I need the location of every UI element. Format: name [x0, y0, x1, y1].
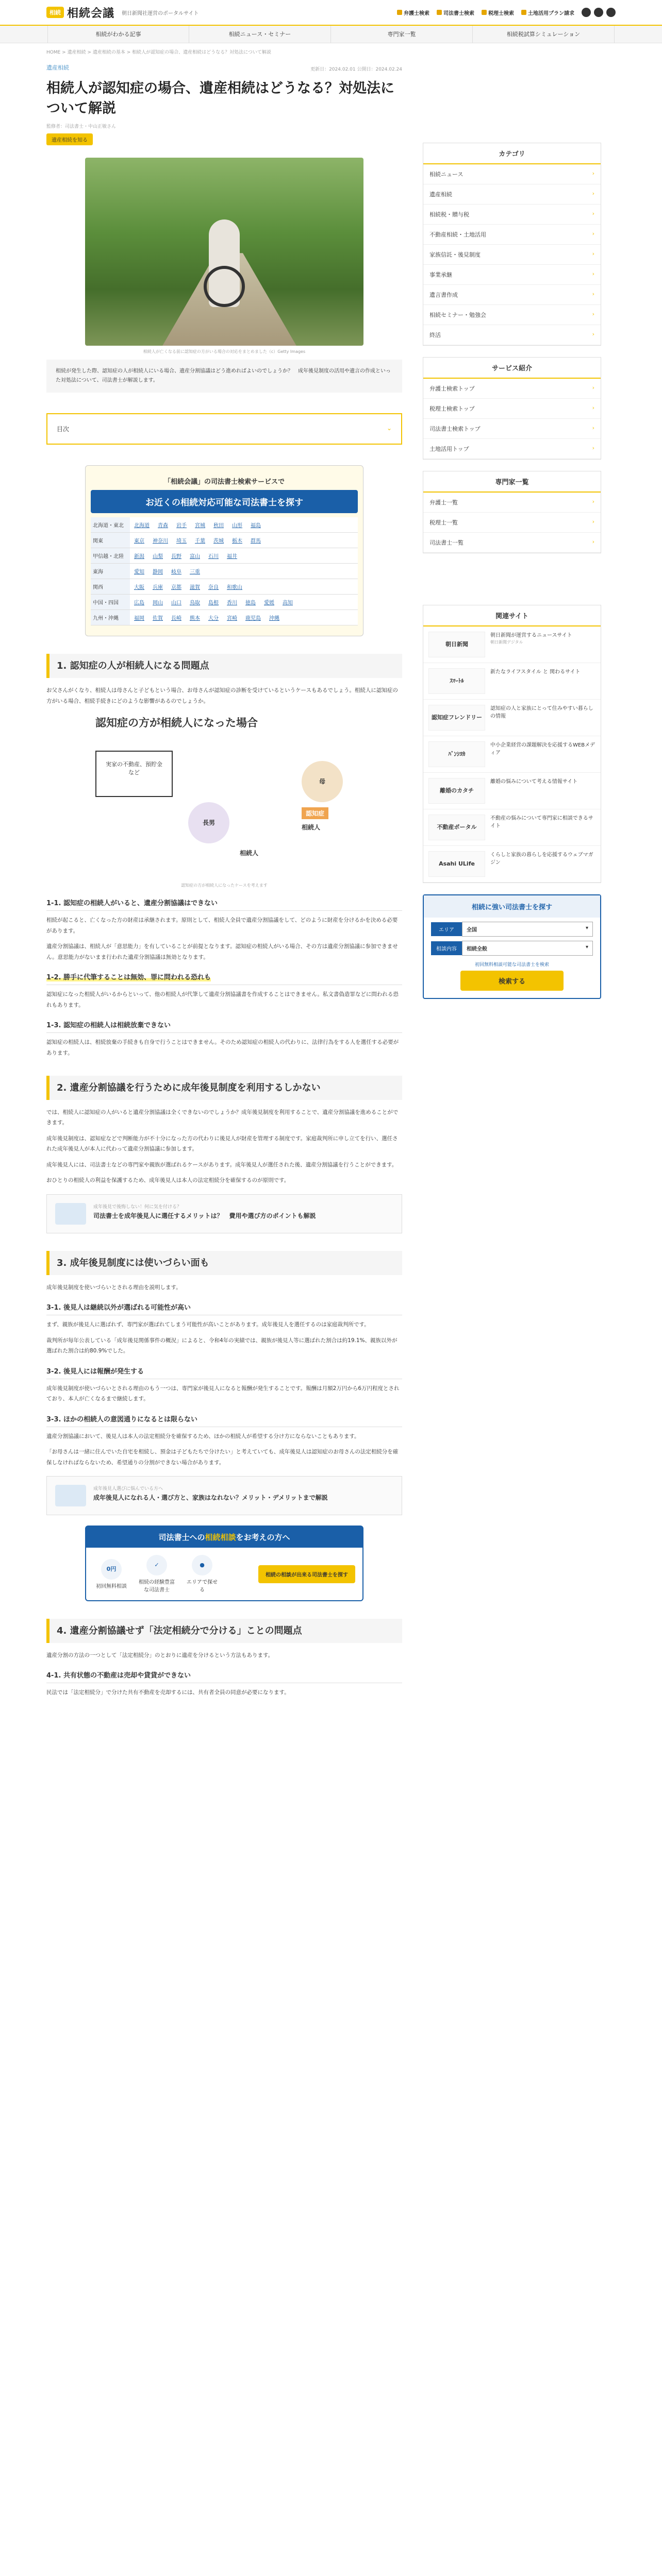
subheading: 3-3. ほかの相続人の意図通りになるとは限らない — [46, 1414, 402, 1427]
sidebar-expert-label: 税理士一覧 — [429, 519, 458, 526]
prefecture-link[interactable]: 岡山 — [153, 600, 163, 606]
paragraph: おひとりの相続人の利益を保護するため、成年後見人は本人の法定相続分を確保するのが原則です。 — [46, 1177, 290, 1184]
prefecture-links — [130, 533, 265, 548]
related-site-logo: ｽﾏｰﾄﾙ — [428, 668, 485, 694]
paragraph: 「お母さんは一緒に住んでいた自宅を相続し、預金は子どもたちで分けたい」と考えていても、成年後見人は認知症のお母さんの法定相続分を確保しなければならないため、希望通りの分割ができない場合があります。 — [46, 1449, 399, 1466]
region-row — [91, 548, 358, 564]
prefecture-link[interactable]: 岐阜 — [171, 569, 181, 575]
article-main — [46, 60, 402, 1703]
find-judicial-button[interactable]: 相続の相談が出来る司法書士を探す — [258, 1565, 355, 1583]
illustration — [85, 715, 363, 879]
prefecture-link[interactable]: 秋田 — [213, 523, 224, 529]
related-title: 関連サイト — [423, 605, 601, 626]
prefecture-link[interactable]: 沖縄 — [269, 616, 279, 622]
prefecture-link[interactable]: 大分 — [208, 616, 219, 622]
experts-box — [423, 471, 601, 553]
sidebar-category-label: 相続税・贈与税 — [429, 211, 469, 218]
prefecture-link[interactable]: 千葉 — [195, 538, 205, 545]
region-name: 東海 — [91, 564, 130, 579]
breadcrumb[interactable]: HOME > 遺産相続 > 遺産相続の基本 > 相続人が認知症の場合、遺産相続はどうなる？対処法について解説 — [46, 50, 271, 55]
prefecture-link[interactable]: 北海道 — [134, 523, 150, 529]
sidebar-expert[interactable] — [423, 513, 601, 533]
paragraph: 相続が起こると、亡くなった方の財産は承継されます。原則として、相続人全員で遺産分割協議をして、どのように財産を分けるかを決める必要があります。 — [46, 917, 398, 934]
hero-caption: 相続人が亡くなる前に認知症の方がいる場合の対応をまとめました（c）Getty Images — [143, 349, 306, 354]
prefecture-link[interactable]: 新潟 — [134, 554, 144, 560]
sidebar-expert-label: 司法書士一覧 — [429, 539, 464, 546]
prefecture-link[interactable]: 東京 — [134, 538, 144, 545]
sidebar-category[interactable] — [423, 184, 601, 205]
illus-mother: 母 — [302, 761, 343, 802]
header-links — [397, 8, 616, 17]
prefecture-link[interactable]: 福島 — [251, 523, 261, 529]
related-desc: 認知症の人と家族にとって住みやすい暮らしの情報 — [490, 706, 593, 719]
feature-area: ● エリアで探せる — [184, 1555, 220, 1593]
sidebar-category[interactable] — [423, 305, 601, 325]
chevron-down-icon: ▾ — [585, 925, 588, 931]
region-row — [91, 610, 358, 625]
paragraph: 成年後見制度は、認知症などで判断能力が不十分になった方の代わりに後見人が財産を管理する制度です。家庭裁判所に申し立てを行い、選任された成年後見人が本人に代わって遺産分割協議に参加します。 — [46, 1135, 398, 1153]
nav-articles[interactable]: 相続がわかる記事 — [47, 26, 189, 43]
prefecture-link[interactable]: 高知 — [283, 600, 293, 606]
service-box — [423, 357, 601, 460]
region-name: 九州・沖縄 — [91, 610, 130, 625]
prefecture-link[interactable]: 埼玉 — [176, 538, 187, 545]
chevron-right-icon: › — [592, 190, 594, 197]
illus-title: 認知症の方が相続人になった場合 — [95, 717, 258, 730]
sidebar-service-label: 弁護士検索トップ — [429, 385, 475, 392]
sidebar-category[interactable] — [423, 164, 601, 184]
illus-house: 実家の不動産、預貯金など — [95, 751, 173, 797]
subheading: 1-2. 勝手に代筆することは無効、罪に問われる恐れも — [46, 972, 402, 985]
prefecture-link[interactable]: 長野 — [171, 554, 181, 560]
chevron-right-icon: › — [592, 384, 594, 391]
category-list — [423, 164, 601, 345]
region-name: 関西 — [91, 579, 130, 594]
subheading: 3-1. 後見人は継続以外が選ばれる可能性が高い — [46, 1302, 402, 1315]
facebook-icon[interactable] — [582, 8, 591, 17]
prefecture-link[interactable]: 福井 — [227, 554, 237, 560]
feature-experience: ✓ 相続の経験豊富な司法書士 — [139, 1555, 175, 1593]
nav-news[interactable]: 相続ニュース・セミナー — [189, 26, 331, 43]
sidebar-category[interactable] — [423, 205, 601, 225]
prefecture-link[interactable]: 宮城 — [195, 523, 205, 529]
chevron-down-icon: ⌄ — [386, 425, 392, 432]
banner-top: 「相続会議」の司法書士検索サービスで — [163, 478, 285, 486]
page-title: 相続人が認知症の場合、遺産相続はどうなる？対処法について解説 — [46, 80, 394, 117]
prefecture-link[interactable]: 栃木 — [232, 538, 242, 545]
sidebar-expert[interactable] — [423, 533, 601, 553]
chevron-right-icon: › — [592, 425, 594, 431]
prefecture-link[interactable]: 大阪 — [134, 585, 144, 591]
region-name: 甲信越・北陸 — [91, 548, 130, 563]
chevron-right-icon: › — [592, 538, 594, 545]
prefecture-link[interactable]: 徳島 — [245, 600, 256, 606]
paragraph: 認知症の相続人は、相続放棄の手続きも自身で行うことはできません。そのため認知症の相続人の代わりに、法律行為をする人を選任する必要があります。 — [46, 1039, 399, 1056]
prefecture-link[interactable]: 熊本 — [190, 616, 200, 622]
paragraph: では、相続人に認知症の人がいると遺産分割協議は全くできないのでしょうか？成年後見制度を利用することで、遺産分割協議を進めることができます。 — [46, 1109, 399, 1126]
section-heading: 2. 遺産分割協議を行うために成年後見制度を利用するしかない — [46, 1076, 402, 1100]
tagline: 朝日新聞社運営のポータルサイト — [122, 10, 199, 16]
top-header — [0, 0, 662, 26]
nav-experts[interactable]: 専門家一覧 — [331, 26, 473, 43]
region-table — [91, 517, 358, 625]
related-site-logo: Asahi ULife — [428, 851, 485, 877]
paragraph: 成年後見人には、司法書士などの専門家や親族が選ばれるケースがあります。成年後見人が選任された後、遺産分割協議を行うことができます。 — [46, 1161, 398, 1168]
related-site-logo: 離婚のカタチ — [428, 778, 485, 804]
related-site-text — [490, 815, 595, 840]
related-site[interactable] — [423, 700, 601, 736]
search-title: 相続に強い司法書士を探す — [424, 895, 600, 918]
article-thumb — [55, 1485, 86, 1506]
table-of-contents[interactable] — [46, 413, 402, 445]
sidebar-service-label: 司法書士検索トップ — [429, 426, 481, 432]
topic-label: 相談内容 — [431, 941, 462, 955]
illus-son: 長男 — [188, 802, 229, 843]
paragraph: 裁判所が毎年公表している「成年後見関係事件の概況」によると、令和4年の実績では、親族が後見人等に選ばれた割合は約19.1%、親族以外が選ばれた割合は約80.9%でした。 — [46, 1337, 398, 1354]
prefecture-link[interactable]: 群馬 — [251, 538, 261, 545]
chevron-right-icon: › — [592, 498, 594, 505]
prefecture-link[interactable]: 静岡 — [153, 569, 163, 575]
twitter-icon[interactable] — [594, 8, 603, 17]
sidebar-service-label: 土地活用トップ — [429, 446, 469, 452]
prefecture-link[interactable]: 茨城 — [213, 538, 224, 545]
search-banner — [85, 465, 363, 636]
service-title: サービス紹介 — [423, 358, 601, 379]
chevron-right-icon: › — [592, 250, 594, 257]
service-list — [423, 379, 601, 459]
logo-mark: 相続 — [46, 7, 64, 18]
prefecture-link[interactable]: 石川 — [208, 554, 219, 560]
subheading: 1-3. 認知症の相続人は相続放棄できない — [46, 1020, 402, 1033]
subheading: 4-1. 共有状態の不動産は売却や貸貸ができない — [46, 1670, 402, 1683]
chevron-right-icon: › — [592, 270, 594, 277]
sidebar-category[interactable] — [423, 225, 601, 245]
nav-simulation[interactable]: 相続税試算シミュレーション — [473, 26, 615, 43]
region-name: 関東 — [91, 533, 130, 548]
region-row — [91, 595, 358, 610]
chevron-right-icon: › — [592, 311, 594, 317]
site-logo[interactable] — [46, 5, 114, 21]
illus-heir: 相続人 — [240, 850, 259, 857]
prefecture-link[interactable]: 滋賀 — [190, 585, 200, 591]
prefecture-link[interactable]: 岩手 — [176, 523, 187, 529]
sidebar-service[interactable] — [423, 439, 601, 459]
category-box — [423, 143, 601, 346]
experts-list — [423, 493, 601, 553]
sidebar — [423, 60, 601, 1703]
author[interactable]: 監修者：司法書士・中山正敏さん — [46, 124, 117, 130]
related-site-logo: 不動産ポータル — [428, 815, 485, 840]
related-desc: 不動産の悩みについて専門家に相談できるサイト — [490, 816, 593, 829]
chevron-down-icon: ▾ — [585, 944, 588, 950]
chevron-right-icon: › — [592, 291, 594, 297]
related-desc: 朝日新聞が運営するニュースサイト — [490, 633, 572, 638]
sidebar-expert-label: 弁護士一覧 — [429, 499, 458, 506]
prefecture-link[interactable]: 奈良 — [208, 585, 219, 591]
prefecture-link[interactable]: 兵庫 — [153, 585, 163, 591]
paragraph: お父さんがくなり、相続人は母さんと子どもという場合、お母さんが認知症の診断を受けているというケースもあるでしょう。相続人に認知症の方がいる場合、相続手続きにどのような影響があるのでしょうか。 — [46, 687, 398, 704]
article-thumb — [55, 1203, 86, 1225]
header-link-judicial[interactable]: 司法書士検索 — [437, 9, 474, 16]
sidebar-service[interactable] — [423, 419, 601, 439]
related-desc: 新たなライフスタイル と 関わるサイト — [490, 669, 581, 675]
paragraph: 成年後見制度を使いづらいとされる理由を説明します。 — [46, 1284, 181, 1291]
prefecture-link[interactable]: 山口 — [171, 600, 181, 606]
illus-dementia: 認知症 — [302, 807, 328, 819]
sidebar-service[interactable] — [423, 399, 601, 419]
category-badge[interactable]: 遺産相続を知る — [46, 133, 93, 145]
region-name: 中国・四国 — [91, 595, 130, 609]
header-link-lawyer[interactable]: 弁護士検索 — [397, 9, 429, 16]
sidebar-category-label: 遺産相続 — [429, 191, 452, 198]
hero-image — [85, 158, 363, 346]
region-row — [91, 517, 358, 533]
prefecture-links — [130, 610, 284, 625]
section-heading: 3. 成年後見制度には使いづらい面も — [46, 1251, 402, 1275]
prefecture-link[interactable]: 山梨 — [153, 554, 163, 560]
experts-title: 専門家一覧 — [423, 471, 601, 493]
prefecture-link[interactable]: 島根 — [208, 600, 219, 606]
prefecture-link[interactable]: 三重 — [190, 569, 200, 575]
related-article-link[interactable]: 成年後見人選びに悩んでいる方へ 成年後見人になれる人・選び方と、家族はなれない？メリット・デメリットまで解説 — [46, 1476, 402, 1515]
feature-free: 0円 初回無料相談 — [93, 1559, 129, 1589]
paragraph: 遺産分割協議は、相続人が「意思能力」を有していることが前提となります。認知症の相続人がいる場合、その方は遺産分割協議に参加できません。意思能力がないまま行われた遺産分割協議は無効となります。 — [46, 943, 398, 960]
prefecture-link[interactable]: 神奈川 — [153, 538, 168, 545]
area-select[interactable]: 全国 ▾ — [462, 922, 593, 937]
related-site[interactable] — [423, 626, 601, 663]
related-site-logo: 朝日新聞 — [428, 632, 485, 657]
square-icon — [437, 10, 442, 15]
chevron-right-icon: › — [592, 404, 594, 411]
prefecture-link[interactable]: 京都 — [171, 585, 181, 591]
subheading: 3-2. 後見人には報酬が発生する — [46, 1366, 402, 1379]
prefecture-link[interactable]: 佐賀 — [153, 616, 163, 622]
sidebar-category-label: 相続セミナー・勉強会 — [429, 312, 486, 318]
illus-caption: 認知症の方が相続人になったケースを考えます — [181, 883, 268, 888]
sidebar-category-label: 遺言書作成 — [429, 292, 458, 298]
main-nav — [0, 26, 662, 43]
sidebar-expert[interactable] — [423, 493, 601, 513]
logo-text: 相続会議 — [67, 7, 115, 20]
region-row — [91, 579, 358, 595]
topic-select[interactable]: 相続全般 ▾ — [462, 941, 593, 956]
social-icons — [582, 8, 616, 17]
search-note: 初回無料相談可能な司法書士を検索 — [474, 962, 549, 968]
sidebar-category-label: 終活 — [429, 332, 441, 338]
category-title: カテゴリ — [423, 143, 601, 164]
paragraph: 遺産分割の方法の一つとして「法定相続分」のとおりに遺産を分けるという方法もあります。 — [46, 1652, 274, 1658]
prefecture-links — [130, 517, 265, 532]
sidebar-category-label: 事業承継 — [429, 272, 452, 278]
related-list — [423, 626, 601, 883]
sidebar-service[interactable] — [423, 379, 601, 399]
search-widget — [423, 894, 601, 999]
related-site-logo: 認知症フレンドリー — [428, 705, 485, 731]
consult-head: 司法書士への相続相談をお考えの方へ — [86, 1527, 362, 1548]
toc-label: 目次 — [57, 426, 70, 433]
prefecture-link[interactable]: 宮崎 — [227, 616, 237, 622]
chevron-right-icon: › — [592, 331, 594, 337]
search-icon[interactable] — [606, 8, 616, 17]
subheading: 1-1. 認知症の相続人がいると、遺産分割協議はできない — [46, 897, 402, 911]
sidebar-category[interactable] — [423, 285, 601, 305]
chevron-right-icon: › — [592, 445, 594, 451]
chevron-right-icon: › — [592, 210, 594, 217]
prefecture-links — [130, 548, 241, 563]
prefecture-link[interactable]: 愛媛 — [264, 600, 274, 606]
prefecture-link[interactable]: 広島 — [134, 600, 144, 606]
banner-head: お近くの相続対応可能な司法書士を探す — [91, 490, 358, 513]
paragraph: 成年後見制度が使いづらいとされる理由のもう一つは、専門家が後見人になると報酬が発生することです。報酬は月額2万円から6万円程度とされており、本人が亡くなるまで継続します。 — [46, 1385, 400, 1402]
related-site[interactable] — [423, 846, 601, 883]
consult-banner — [85, 1526, 363, 1601]
dates: 更新日：2024.02.01 公開日：2024.02.24 — [310, 67, 402, 72]
related-desc: 中小企業経営の課題解決を応援するWEBメディア — [490, 742, 595, 756]
prefecture-links — [130, 579, 246, 594]
section-heading: 4. 遺産分割協議せず「法定相続分で分ける」ことの問題点 — [46, 1619, 402, 1643]
prefecture-link[interactable]: 鹿児島 — [245, 616, 261, 622]
related-site[interactable] — [423, 773, 601, 809]
header-link-tax[interactable]: 税理士検索 — [482, 9, 514, 16]
prefecture-link[interactable]: 青森 — [158, 523, 168, 529]
prefecture-link[interactable]: 鳥取 — [190, 600, 200, 606]
related-site-text — [490, 778, 577, 804]
prefecture-link[interactable]: 和歌山 — [227, 585, 242, 591]
search-button[interactable]: 検索する — [460, 971, 564, 991]
paragraph: まず、親族が後見人に選ばれず、専門家が選ばれてしまう可能性が高いことがあります。成年後見人を選任するのは家庭裁判所です。 — [46, 1321, 370, 1328]
intro-box: 相続が発生した際、認知症の人が相続人にいる場合、遺産分割協議はどう進めればよいのでしょうか？ 成年後見制度の活用や遺言の作成といった対処法について、司法書士が解説します。 — [46, 360, 402, 393]
illus-heir-2: 相続人 — [302, 824, 321, 832]
prefecture-link[interactable]: 愛知 — [134, 569, 144, 575]
related-desc: くらしと家族の暮らしを応援するウェブマガジン — [490, 852, 593, 866]
prefecture-link[interactable]: 富山 — [190, 554, 200, 560]
related-site[interactable] — [423, 809, 601, 846]
related-sites-box — [423, 605, 601, 883]
paragraph: 認知症になった相続人がいるからといって、他の相続人が代筆して遺産分割協議書を作成することはできません。私文書偽造罪などに問われる恐れもあります。 — [46, 991, 399, 1008]
prefecture-link[interactable]: 山形 — [232, 523, 242, 529]
chevron-right-icon: › — [592, 230, 594, 237]
prefecture-link[interactable]: 香川 — [227, 600, 237, 606]
sidebar-category[interactable] — [423, 265, 601, 285]
paragraph: 遺産分割協議において、後見人は本人の法定相続分を確保するため、ほかの相続人が希望する分け方にならないこともあります。 — [46, 1433, 360, 1439]
sidebar-category[interactable] — [423, 325, 601, 345]
prefecture-link[interactable]: 福岡 — [134, 616, 144, 622]
square-icon — [521, 10, 526, 15]
sidebar-category[interactable] — [423, 245, 601, 265]
region-row — [91, 533, 358, 548]
prefecture-link[interactable]: 長崎 — [171, 616, 181, 622]
square-icon — [482, 10, 487, 15]
related-sub: 朝日新聞デジタル — [490, 640, 523, 645]
region-row — [91, 564, 358, 579]
related-site-text — [490, 741, 595, 767]
area-label: エリア — [431, 922, 462, 936]
chevron-right-icon: › — [592, 170, 594, 177]
sidebar-category-label: 家族信託・後見制度 — [429, 251, 481, 258]
sidebar-category-label: 相続ニュース — [429, 171, 464, 178]
category-tag[interactable]: 遺産相続 — [46, 64, 69, 71]
related-site[interactable] — [423, 736, 601, 773]
related-site-text — [490, 705, 595, 731]
related-site-text — [490, 632, 572, 657]
related-site-text — [490, 668, 580, 694]
header-link-land[interactable]: 土地活用プラン請求 — [521, 9, 574, 16]
related-site[interactable] — [423, 663, 601, 700]
sidebar-service-label: 税理士検索トップ — [429, 405, 475, 412]
square-icon — [397, 10, 402, 15]
region-name: 北海道・東北 — [91, 517, 130, 532]
related-desc: 離婚の悩みについて考える情報サイト — [490, 779, 578, 785]
sidebar-category-label: 不動産相続・土地活用 — [429, 231, 486, 238]
related-article-link[interactable]: 成年後見で後悔しない！何に気を付ける？ 司法書士を成年後見人に選任するメリットは？ 費用や選び方のポイントも解説 — [46, 1194, 402, 1233]
chevron-right-icon: › — [592, 518, 594, 525]
related-site-text — [490, 851, 595, 877]
prefecture-links — [130, 595, 297, 609]
prefecture-links — [130, 564, 204, 579]
paragraph: 民法では「法定相続分」で分けた共有不動産を売却するには、共有者全員の同意が必要になります。 — [46, 1689, 290, 1696]
section-heading: 1. 認知症の人が相続人になる問題点 — [46, 654, 402, 678]
related-site-logo: ﾊﾞﾝｼﾖｶ — [428, 741, 485, 767]
